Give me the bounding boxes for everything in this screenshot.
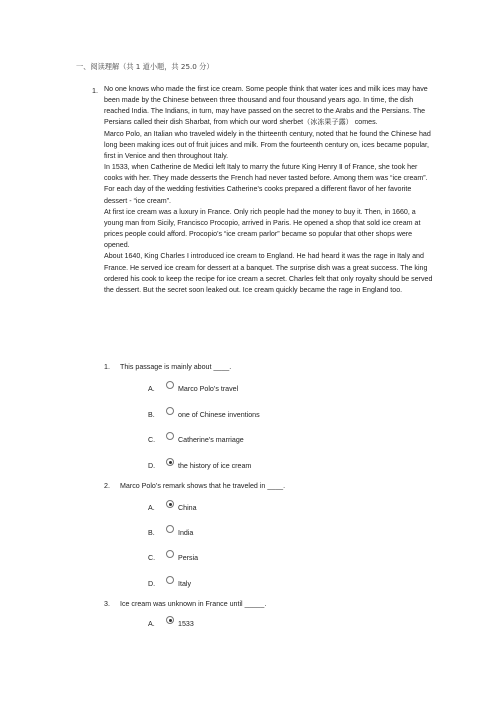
- radio-button-selected[interactable]: [166, 500, 174, 508]
- sub-question-number: 3.: [104, 600, 110, 608]
- option-letter: A.: [148, 504, 155, 512]
- sub-question-text: Marco Polo’s remark shows that he traveled in ____.: [120, 482, 286, 490]
- passage-paragraph-5: About 1640, King Charles Ⅰ introduced ice cream to England. He had heard it was the rage in Italy and France. He served ice cream for dessert at a banquet. The surprise dish was a great success. The king ordered his cook to keep the recipe for ice cream a secret. Charles felt that only royalty should be served the dessert. But the secret soon leaked out. Ice cream quickly became the rage in England too.: [104, 252, 433, 294]
- option-label: Marco Polo’s travel: [178, 385, 239, 393]
- option-letter: A.: [148, 385, 155, 393]
- passage-paragraph-3: In 1533, when Catherine de Medici left Italy to marry the future King Henry Ⅱ of France, she took her cooks with her. They made desserts the French had never tasted before. Among them was “ice cream”. For each day of the wedding festivities Catherine’s cooks prepared a different flavor of her favorite dessert - “ice cream”.: [104, 163, 428, 205]
- option-letter: B.: [148, 411, 155, 419]
- option-label: Italy: [178, 580, 192, 588]
- option-label: one of Chinese inventions: [178, 411, 260, 419]
- passage-paragraph-1: No one knows who made the first ice cream. Some people think that water ices and milk ices may have been made by the Chinese between three thousand and four thousand years ago. In time, the dish reached India. The Indians, in turn, may have passed on the secret to the Arabs and the Persians. The Persians called their dish Sharbat, from which our word sherbet（冰冻果子露） comes.: [104, 85, 428, 127]
- sub-question-text: Ice cream was unknown in France until _____.: [120, 600, 267, 608]
- option-letter: D.: [148, 580, 156, 588]
- sub-question-number: 2.: [104, 482, 110, 490]
- option-label: India: [178, 529, 194, 537]
- option-letter: C.: [148, 554, 156, 562]
- question-number: 1.: [92, 86, 98, 95]
- option-label: Persia: [178, 554, 199, 562]
- sub-question-number: 1.: [104, 363, 110, 371]
- passage-paragraph-4: At first ice cream was a luxury in France. Only rich people had the money to buy it. Then, in 1660, a young man from Sicily, Francisco Procopio, arrived in Paris. He opened a shop that sold ice cream at prices people could afford. Procopio’s “ice cream parlor” became so popular that other shops were opened.: [104, 207, 421, 250]
- radio-button[interactable]: [166, 525, 174, 533]
- option-letter: A.: [148, 620, 155, 628]
- option-letter: B.: [148, 529, 155, 537]
- radio-button[interactable]: [166, 407, 174, 415]
- option-label: China: [178, 504, 197, 512]
- radio-button[interactable]: [166, 432, 174, 440]
- radio-button-selected[interactable]: [166, 616, 174, 624]
- option-letter: C.: [148, 436, 156, 444]
- option-label: 1533: [178, 620, 194, 628]
- option-label: Catherine’s marriage: [178, 436, 244, 444]
- sub-question-text: This passage is mainly about ____.: [120, 363, 232, 371]
- radio-button[interactable]: [166, 550, 174, 558]
- reading-passage: [104, 84, 434, 296]
- radio-button[interactable]: [166, 381, 174, 389]
- option-label: the history of ice cream: [178, 462, 252, 470]
- radio-button-selected[interactable]: [166, 458, 174, 466]
- section-title: 一、阅读理解（共 1 道小题，共 25.0 分）: [76, 62, 214, 71]
- passage-paragraph-2: Marco Polo, an Italian who traveled widely in the thirteenth century, noted that he found the Chinese had long been making ices out of fruit juices and milk. From the fourteenth century on, ices became popular, first in Venice and then throughout Italy.: [104, 129, 431, 160]
- option-letter: D.: [148, 462, 156, 470]
- radio-button[interactable]: [166, 576, 174, 584]
